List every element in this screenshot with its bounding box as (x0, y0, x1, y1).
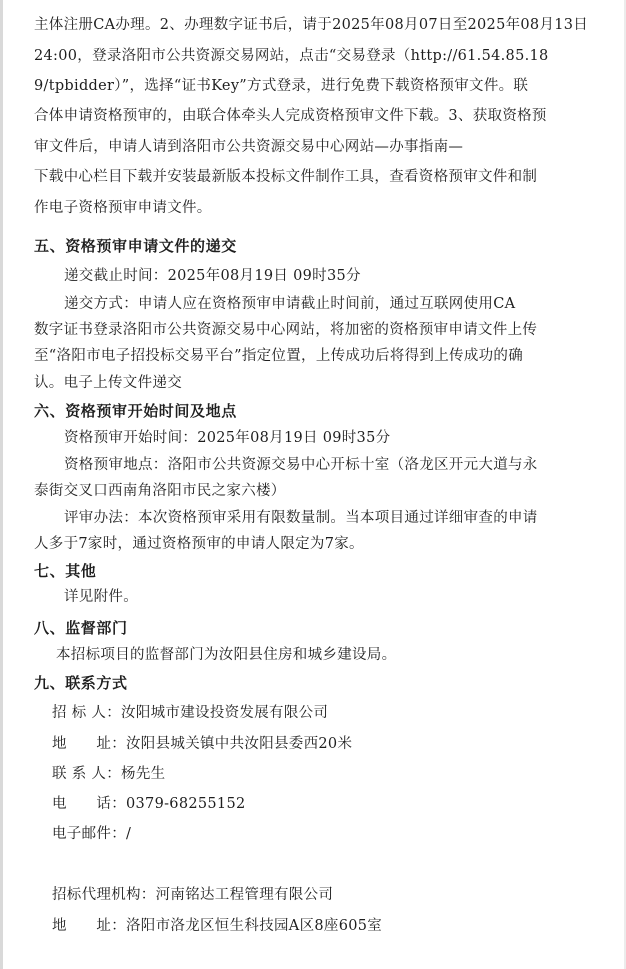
scan-edge-left (0, 0, 3, 969)
agency-name: 招标代理机构：河南铭达工程管理有限公司 (52, 887, 334, 903)
submission-deadline: 递交截止时间：2025年08月19日 09时35分 (64, 268, 361, 284)
section-heading-prequal-time: 六、资格预审开始时间及地点 (34, 402, 237, 420)
prequal-start-time: 资格预审开始时间：2025年08月19日 09时35分 (64, 430, 391, 446)
contact-phone: 电 话：0379-68255152 (52, 796, 246, 812)
paragraph-line: 主体注册CA办理。2、办理数字证书后，请于2025年08月07日至2025年08月13日 (34, 17, 589, 33)
prequal-location: 资格预审地点：洛阳市公共资源交易中心开标十室（洛龙区开元大道与永 (64, 457, 538, 473)
section-heading-submission: 五、资格预审申请文件的递交 (34, 237, 237, 255)
review-method: 人多于7家时，通过资格预审的申请人限定为7家。 (34, 536, 364, 552)
review-method: 评审办法：本次资格预审采用有限数量制。当本项目通过详细审查的申请 (64, 510, 538, 526)
paragraph-line: 合体申请资格预审的，由联合体牵头人完成资格预审文件下载。3、获取资格预 (34, 108, 547, 124)
paragraph-line: 24:00，登录洛阳市公共资源交易网站，点击“交易登录（http://61.54.85.18 (34, 48, 549, 64)
section-heading-other: 七、其他 (34, 562, 97, 580)
section-heading-supervision: 八、监督部门 (34, 619, 128, 637)
contact-email: 电子邮件：/ (52, 826, 132, 842)
submission-method: 认。电子上传文件递交 (34, 375, 182, 391)
agency-address: 地 址：洛阳市洛龙区恒生科技园A区8座605室 (52, 918, 383, 934)
paragraph-line: 审文件后，申请人请到洛阳市公共资源交易中心网站—办事指南— (34, 139, 464, 155)
paragraph-line: 下载中心栏目下载并安装最新版本投标文件制作工具，查看资格预审文件和制 (34, 169, 538, 185)
section-heading-contact: 九、联系方式 (34, 674, 128, 692)
supervision-body: 本招标项目的监督部门为汝阳县住房和城乡建设局。 (56, 647, 397, 663)
submission-method: 数字证书登录洛阳市公共资源交易中心网站，将加密的资格预审申请文件上传 (34, 322, 538, 338)
submission-method: 递交方式：申请人应在资格预审申请截止时间前，通过互联网使用CA (64, 296, 516, 312)
contact-tenderer: 招 标 人：汝阳城市建设投资发展有限公司 (52, 705, 329, 721)
contact-address: 地 址：汝阳县城关镇中共汝阳县委西20米 (52, 736, 353, 752)
other-body: 详见附件。 (64, 589, 138, 605)
prequal-location: 泰街交叉口西南角洛阳市民之家六楼） (34, 483, 286, 499)
contact-person: 联 系 人：杨先生 (52, 766, 166, 782)
paragraph-line: 9/tpbidder）”，选择“证书Key”方式登录，进行免费下载资格预审文件。联 (34, 78, 529, 94)
submission-method: 至“洛阳市电子招投标交易平台”指定位置，上传成功后将得到上传成功的确 (34, 348, 524, 364)
paragraph-line: 作电子资格预审申请文件。 (34, 200, 212, 216)
